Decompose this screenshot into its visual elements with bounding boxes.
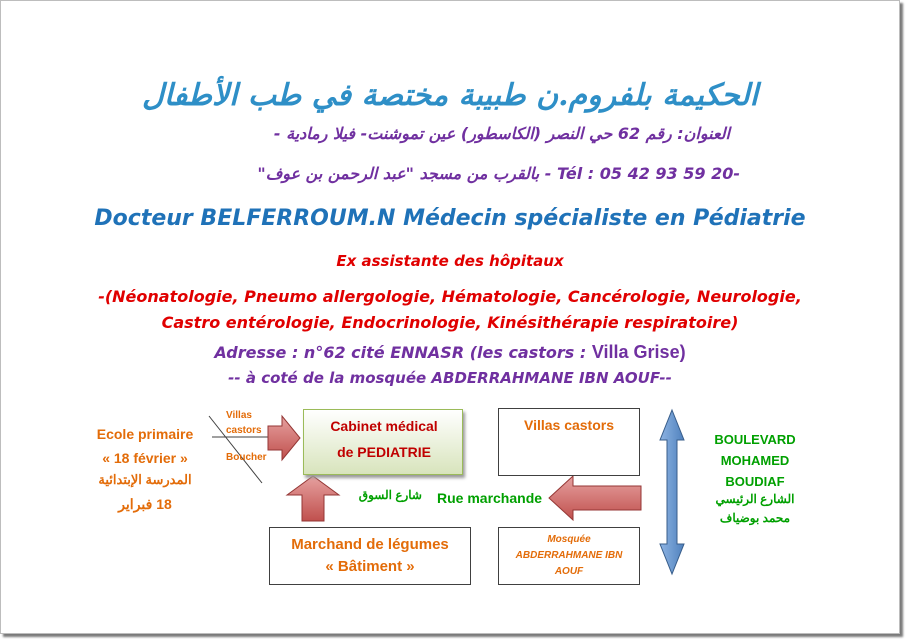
- school-line-3: المدرسة الإبتدائية: [98, 472, 192, 487]
- arabic-phone-line: -Tél : 05 42 93 59 20 - بالقرب من مسجد "عبد الرحمن بن عوف": [257, 164, 740, 183]
- marchand-line-1: Marchand de légumes: [291, 536, 449, 553]
- specialties-line-2: Castro entérologie, Endocrinologie, Kinésithérapie respiratoire): [161, 313, 739, 332]
- cabinet-line-1: Cabinet médical: [330, 418, 438, 434]
- mosque-near-line: -- à coté de la mosquée ABDERRAHMANE IBN AOUF--: [228, 369, 672, 387]
- boulevard-line-3: BOUDIAF: [725, 474, 785, 489]
- cabinet-box: [303, 409, 463, 475]
- arabic-title: الحكيمة بلفروم.ن طبيبة مختصة في طب الأطفال: [142, 78, 758, 113]
- arrow-up-icon: [287, 476, 339, 521]
- doctor-name: Docteur BELFERROUM.N Médecin spécialiste en Pédiatrie: [94, 206, 806, 231]
- school-line-1: Ecole primaire: [96, 426, 194, 442]
- arabic-address: العنوان: رقم 62 حي النصر (الكاسطور) عين تموشنت- فيلا رمادية -: [273, 124, 730, 143]
- arrow-right-icon: [268, 416, 300, 460]
- boulevard-line-5: محمد بوضياف: [719, 511, 791, 525]
- small-castors: castors: [226, 425, 262, 436]
- arrow-left-icon: [549, 476, 641, 520]
- boulevard-line-1: BOULEVARD: [714, 432, 796, 447]
- boulevard-line-4: الشارع الرئيسي: [715, 492, 795, 506]
- address-suffix: Villa Grise): [591, 342, 686, 362]
- marchand-box: [269, 527, 471, 585]
- rue-marchande-arabic: شارع السوق: [358, 488, 422, 502]
- school-line-2: « 18 février »: [102, 450, 188, 466]
- address-prefix: Adresse : n°62 cité ENNASR (les castors :: [214, 343, 587, 362]
- marchand-line-2: « Bâtiment »: [325, 558, 415, 575]
- mosque-line-2: ABDERRAHMANE IBN: [515, 550, 623, 561]
- mosque-box: [498, 527, 640, 585]
- rue-marchande-label: Rue marchande: [437, 490, 543, 506]
- school-line-4: 18 فبراير: [118, 496, 172, 512]
- specialties-line-1: -(Néonatologie, Pneumo allergologie, Hématologie, Cancérologie, Neurologie,: [98, 287, 802, 306]
- cabinet-line-2: de PEDIATRIE: [337, 444, 431, 460]
- assistant-line: Ex assistante des hôpitaux: [336, 252, 564, 270]
- mosque-line-1: Mosquée: [547, 534, 591, 545]
- small-villas: Villas: [226, 410, 252, 421]
- boulevard-arrow-icon: [660, 410, 684, 574]
- villas-box: [498, 408, 640, 476]
- mosque-line-3: AOUF: [554, 566, 584, 577]
- small-boucher: Boucher: [226, 452, 267, 463]
- villas-label: Villas castors: [523, 417, 615, 433]
- boulevard-line-2: MOHAMED: [720, 453, 790, 468]
